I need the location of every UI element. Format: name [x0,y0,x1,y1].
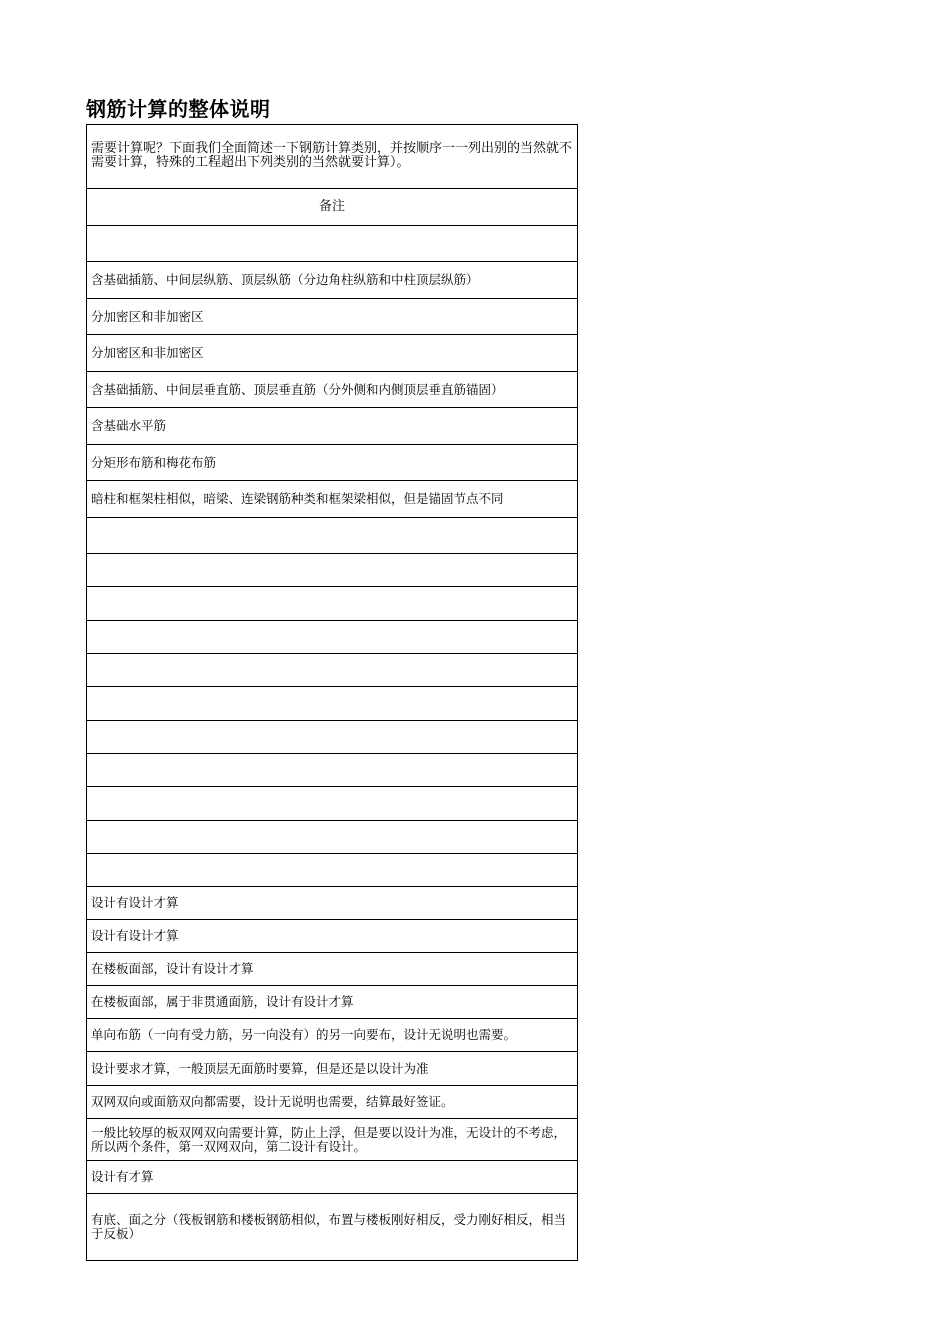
remark-row: 有底、面之分（筏板钢筋和楼板钢筋相似，布置与楼板刚好相反，受力刚好相反，相当于反板） [87,1193,577,1260]
remark-row: 含基础插筋、中间层垂直筋、顶层垂直筋（分外侧和内侧顶层垂直筋锚固） [87,371,577,407]
remark-row [87,720,577,753]
remark-row: 双网双向或面筋双向都需要，设计无说明也需要，结算最好签证。 [87,1085,577,1118]
remark-row [87,517,577,553]
remark-row [87,225,577,261]
remark-row [87,820,577,853]
remark-row: 在楼板面部，属于非贯通面筋，设计有设计才算 [87,985,577,1018]
remark-row: 含基础插筋、中间层纵筋、顶层纵筋（分边角柱纵筋和中柱顶层纵筋） [87,261,577,298]
remark-row: 设计要求才算，一般顶层无面筋时要算，但是还是以设计为准 [87,1051,577,1085]
page-title: 钢筋计算的整体说明 [86,97,271,121]
remark-row: 一般比较厚的板双网双向需要计算，防止上浮，但是要以设计为准，无设计的不考虑，所以两个条件，第一双网双向，第二设计有设计。 [87,1118,577,1160]
remark-row [87,620,577,653]
remark-row: 分加密区和非加密区 [87,334,577,371]
remarks-header: 备注 [87,188,577,225]
remark-row: 暗柱和框架柱相似，暗梁、连梁钢筋种类和框架梁相似，但是锚固节点不同 [87,480,577,517]
notes-table [86,124,578,1261]
remark-row [87,553,577,586]
remark-row [87,786,577,820]
remark-row: 设计有才算 [87,1160,577,1193]
remark-row [87,686,577,720]
remark-row [87,653,577,686]
remarks-rows [87,225,577,1260]
remark-row: 分矩形布筋和梅花布筋 [87,444,577,480]
remark-row: 设计有设计才算 [87,919,577,952]
remark-row: 含基础水平筋 [87,407,577,444]
remark-row [87,753,577,786]
intro-cell: 需要计算呢？下面我们全面简述一下钢筋计算类别，并按顺序一一列出别的当然就不需要计算，特殊的工程超出下列类别的当然就要计算）。 [87,124,577,188]
remark-row: 分加密区和非加密区 [87,298,577,334]
remark-row: 设计有设计才算 [87,886,577,919]
remark-row [87,586,577,620]
remark-row: 单向布筋（一向有受力筋，另一向没有）的另一向要布，设计无说明也需要。 [87,1018,577,1051]
remark-row: 在楼板面部，设计有设计才算 [87,952,577,985]
remark-row [87,853,577,886]
